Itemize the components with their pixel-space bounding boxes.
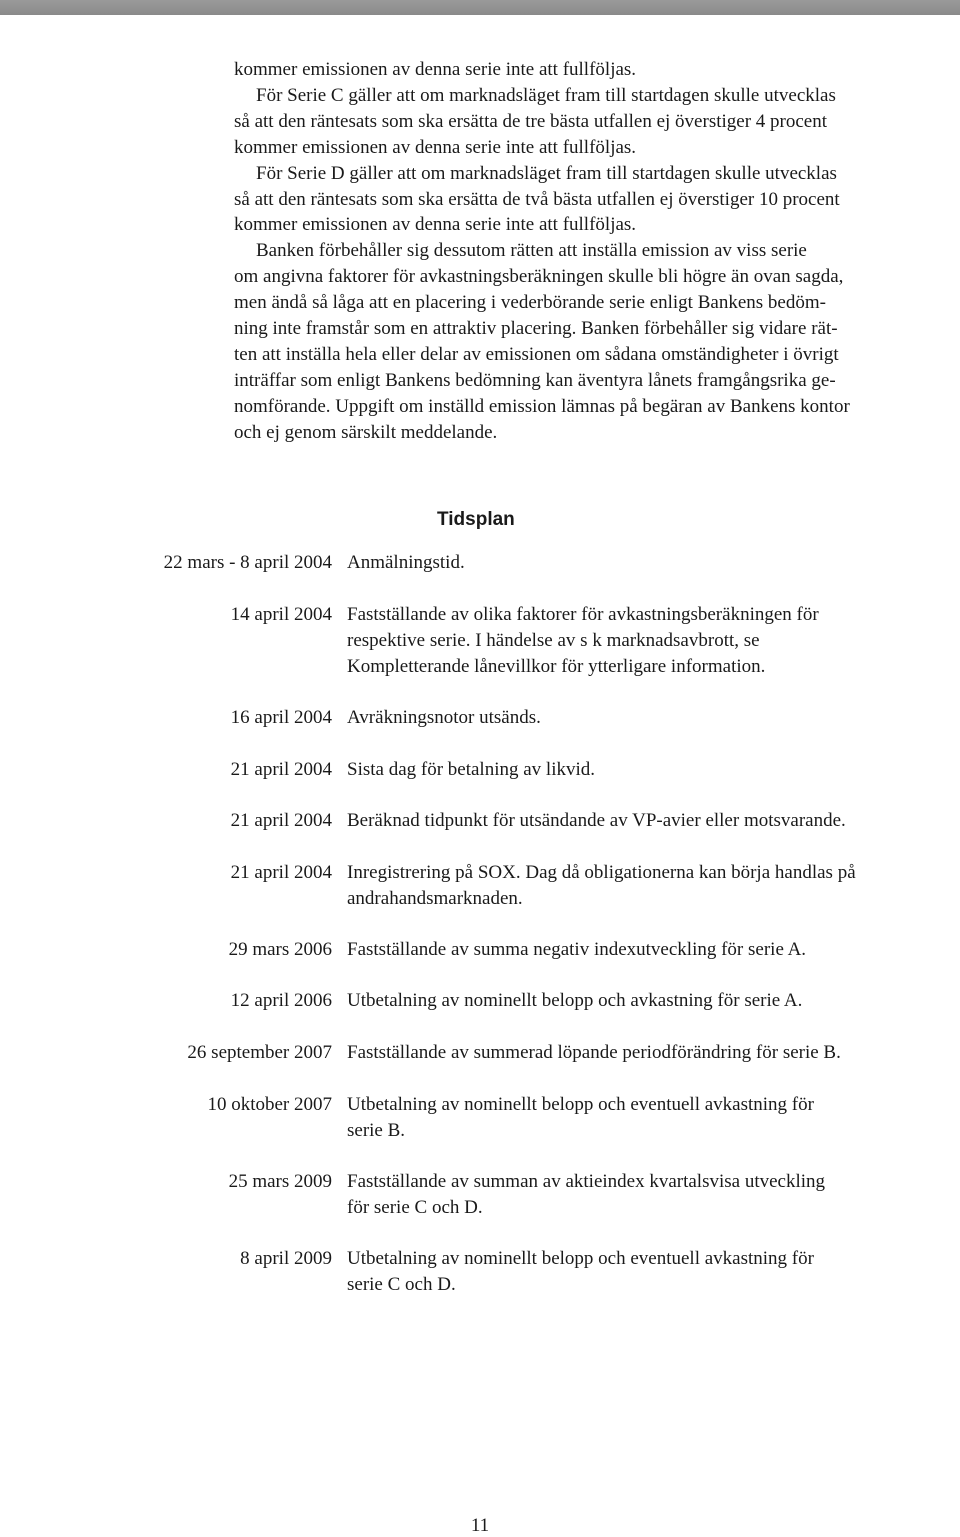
schedule-date: 22 mars - 8 april 2004	[163, 552, 332, 573]
schedule-description	[347, 1169, 957, 1221]
description-line: Fastställande av olika faktorer för avkastningsberäkningen för	[347, 604, 819, 625]
description-line: Utbetalning av nominellt belopp och avkastning för serie A.	[347, 990, 803, 1011]
page-number: 11	[470, 1515, 490, 1536]
schedule-description	[347, 860, 957, 912]
description-line: Beräknad tidpunkt för utsändande av VP-avier eller motsvarande.	[347, 810, 846, 831]
schedule-date: 8 april 2009	[240, 1248, 332, 1269]
description-line: Fastställande av summerad löpande periodförändring för serie B.	[347, 1042, 841, 1063]
description-line: andrahandsmarknaden.	[347, 887, 523, 909]
description-line: Utbetalning av nominellt belopp och eventuell avkastning för	[347, 1248, 814, 1269]
description-line: Sista dag för betalning av likvid.	[347, 759, 596, 780]
description-line: Avräkningsnotor utsänds.	[347, 707, 541, 728]
body-line: kommer emissionen av denna serie inte att fullföljas.	[234, 214, 637, 236]
schedule-date: 12 april 2006	[230, 990, 332, 1011]
schedule-date: 21 april 2004	[230, 862, 332, 883]
body-line: För Serie C gäller att om marknadsläget fram till startdagen skulle utvecklas	[256, 84, 836, 106]
description-line: Fastställande av summa negativ indexutveckling för serie A.	[347, 939, 807, 960]
schedule-description	[347, 550, 957, 576]
description-line: Fastställande av summan av aktieindex kvartalsvisa utveckling	[347, 1171, 826, 1192]
description-line: för serie C och D.	[347, 1196, 483, 1218]
schedule-description	[347, 1040, 957, 1066]
body-line: kommer emissionen av denna serie inte att fullföljas.	[234, 136, 637, 158]
schedule-description	[347, 705, 957, 731]
body-line: inträffar som enligt Bankens bedömning kan äventyra lånets framgångsrika ge-	[234, 369, 836, 391]
schedule-description	[347, 602, 957, 680]
body-line: men ändå så låga att en placering i vederbörande serie enligt Bankens bedöm-	[234, 292, 826, 314]
body-line: För Serie D gäller att om marknadsläget fram till startdagen skulle utvecklas	[256, 162, 837, 184]
schedule-description	[347, 757, 957, 783]
top-rule	[0, 0, 960, 15]
body-line: om angivna faktorer för avkastningsberäkningen skulle bli högre än ovan sagda,	[234, 266, 844, 288]
description-line: respektive serie. I händelse av s k marknadsavbrott, se	[347, 629, 760, 651]
body-line: ten att inställa hela eller delar av emissionen om sådana omständigheter i övrigt	[234, 343, 839, 365]
description-line: serie B.	[347, 1119, 406, 1141]
schedule-date: 14 april 2004	[230, 604, 332, 625]
schedule-date: 21 april 2004	[230, 810, 332, 831]
description-line: Anmälningstid.	[347, 552, 465, 573]
schedule-description	[347, 988, 957, 1014]
body-line: så att den räntesats som ska ersätta de tre bästa utfallen ej överstiger 4 procent	[234, 110, 827, 132]
body-line: Banken förbehåller sig dessutom rätten att inställa emission av viss serie	[256, 240, 807, 262]
schedule-description	[347, 1246, 957, 1298]
schedule-date: 10 oktober 2007	[207, 1094, 332, 1115]
schedule-date: 29 mars 2006	[228, 939, 332, 960]
body-line: och ej genom särskilt meddelande.	[234, 421, 498, 443]
body-line: så att den räntesats som ska ersätta de två bästa utfallen ej överstiger 10 procent	[234, 188, 840, 210]
section-heading: Tidsplan	[437, 509, 515, 530]
description-line: Utbetalning av nominellt belopp och eventuell avkastning för	[347, 1094, 814, 1115]
schedule-description	[347, 937, 957, 963]
body-line: nomförande. Uppgift om inställd emission lämnas på begäran av Bankens kontor	[234, 395, 850, 417]
description-line: Inregistrering på SOX. Dag då obligationerna kan börja handlas på	[347, 862, 856, 883]
schedule-date: 26 september 2007	[187, 1042, 332, 1063]
schedule-date: 25 mars 2009	[228, 1171, 332, 1192]
description-line: serie C och D.	[347, 1273, 456, 1295]
schedule-date: 16 april 2004	[230, 707, 332, 728]
schedule-description	[347, 1092, 957, 1144]
body-line: kommer emissionen av denna serie inte att fullföljas.	[234, 59, 637, 80]
body-text	[234, 57, 958, 446]
schedule-date: 21 april 2004	[230, 759, 332, 780]
schedule-description	[347, 808, 957, 834]
description-line: Kompletterande lånevillkor för ytterligare information.	[347, 655, 766, 677]
body-line: ning inte framstår som en attraktiv placering. Banken förbehåller sig vidare rät-	[234, 318, 838, 340]
